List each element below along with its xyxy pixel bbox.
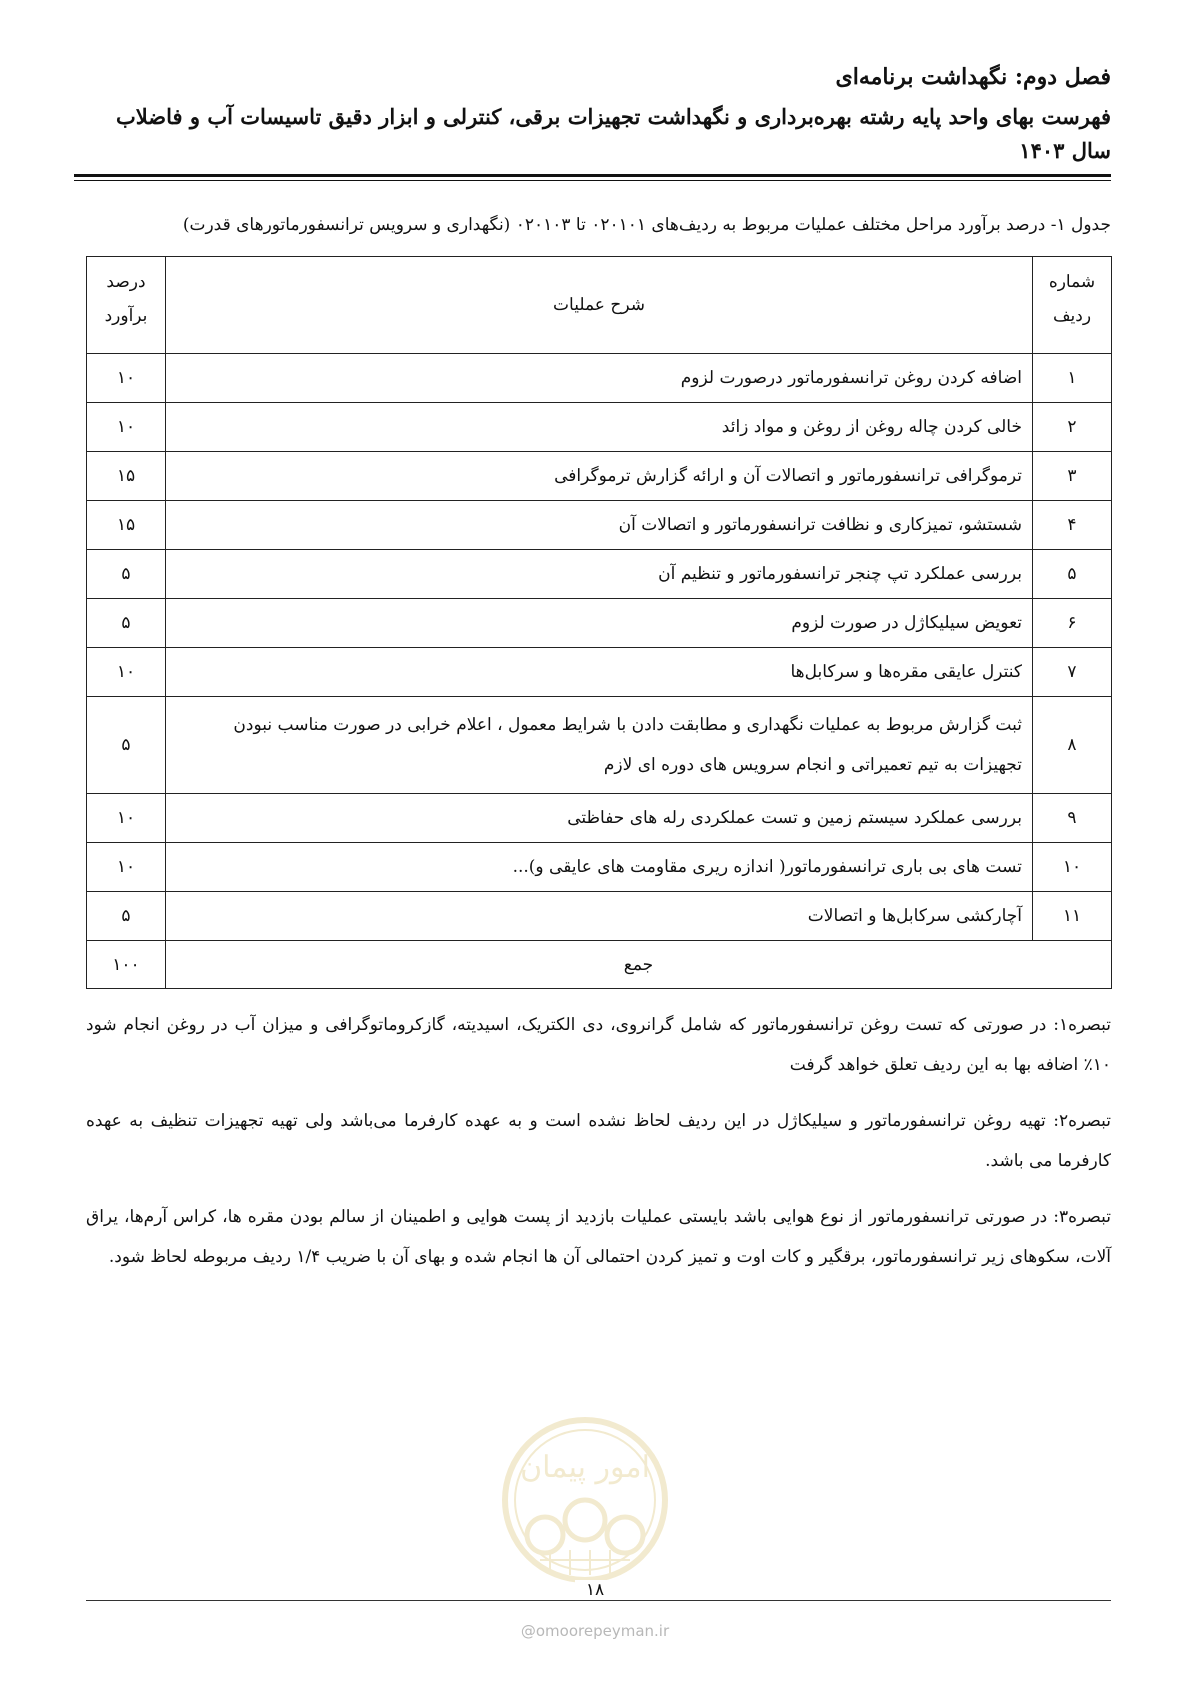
row-percent: ۱۵ xyxy=(87,501,166,550)
row-description: بررسی عملکرد تپ چنجر ترانسفورماتور و تنظیم آن xyxy=(166,550,1033,599)
row-number: ۱۱ xyxy=(1033,892,1112,941)
table-row xyxy=(87,794,1112,843)
row-percent: ۵ xyxy=(87,550,166,599)
row-percent: ۱۰ xyxy=(87,843,166,892)
table-total-row xyxy=(87,941,1112,989)
table-row xyxy=(87,599,1112,648)
table-row xyxy=(87,501,1112,550)
row-number: ۱۰ xyxy=(1033,843,1112,892)
table-header-row xyxy=(87,257,1112,354)
total-value: ۱۰۰ xyxy=(87,941,166,989)
watermark-logo xyxy=(500,1415,670,1585)
note-2: تبصره۲: تهیه روغن ترانسفورماتور و سیلیکاژل در این ردیف لحاظ نشده است و به عهده کارفرما می‌باشد ولی تهیه تجهیزات تنظیف به عهده کارفرما می باشد. xyxy=(86,1111,1112,1171)
operations-table xyxy=(86,256,1112,989)
table-row xyxy=(87,843,1112,892)
row-percent: ۵ xyxy=(87,697,166,794)
chapter-title: فصل دوم: نگهداشت برنامه‌ای xyxy=(835,64,1111,90)
row-number: ۶ xyxy=(1033,599,1112,648)
row-description: آچارکشی سرکابل‌ها و اتصالات xyxy=(166,892,1033,941)
table-row xyxy=(87,648,1112,697)
table-row xyxy=(87,892,1112,941)
percent-header: درصد برآورد xyxy=(87,257,166,354)
description-header: شرح عملیات xyxy=(166,257,1033,354)
note-3: تبصره۳: در صورتی ترانسفورماتور از نوع هوایی باشد بایستی عملیات بازدید از پست هوایی و اطمینان از سالم بودن مقره ها، کراس آرم‌ها، یراق آلات، سکوهای زیر ترانسفورماتور، برقگیر و کات اوت و تمیز کردن احتمالی آن ها انجام شده و بهای آن با ضریب ۱/۴ ردیف مربوطه لحاظ شود. xyxy=(86,1207,1111,1267)
page-number: ۱۸ xyxy=(575,1580,615,1600)
row-percent: ۱۰ xyxy=(87,794,166,843)
header-rule-thick xyxy=(74,174,1111,177)
row-number-header: شماره ردیف xyxy=(1033,257,1112,354)
row-number: ۷ xyxy=(1033,648,1112,697)
row-percent: ۱۵ xyxy=(87,452,166,501)
notes-section xyxy=(86,1005,1111,1293)
row-description: ثبت گزارش مربوط به عملیات نگهداری و مطابقت دادن با شرایط معمول ، اعلام خرابی در صورت مناسب نبودن تجهیزات به تیم تعمیراتی و انجام سرویس های دوره ای لازم xyxy=(166,697,1033,794)
row-number: ۸ xyxy=(1033,697,1112,794)
table-row xyxy=(87,697,1112,794)
header-rule-thin xyxy=(74,180,1111,181)
row-number: ۴ xyxy=(1033,501,1112,550)
site-watermark: @omoorepeyman.ir xyxy=(520,1622,670,1640)
row-description: ترموگرافی ترانسفورماتور و اتصالات آن و ارائه گزارش ترموگرافی xyxy=(166,452,1033,501)
table-row xyxy=(87,403,1112,452)
row-number: ۵ xyxy=(1033,550,1112,599)
total-label: جمع xyxy=(166,941,1112,989)
row-percent: ۵ xyxy=(87,599,166,648)
row-percent: ۱۰ xyxy=(87,354,166,403)
footer-rule xyxy=(86,1600,1111,1601)
row-percent: ۱۰ xyxy=(87,648,166,697)
row-percent: ۱۰ xyxy=(87,403,166,452)
row-number: ۳ xyxy=(1033,452,1112,501)
table-caption: جدول ۱- درصد برآورد مراحل مختلف عملیات مربوط به ردیف‌های ۰۲۰۱۰۱ تا ۰۲۰۱۰۳ (نگهداری و سرویس ترانسفورماتورهای قدرت) xyxy=(182,215,1111,235)
row-description: بررسی عملکرد سیستم زمین و تست عملکردی رله های حفاظتی xyxy=(166,794,1033,843)
row-percent: ۵ xyxy=(87,892,166,941)
watermark-text: امور پیمان xyxy=(520,1450,650,1485)
table-row xyxy=(87,354,1112,403)
row-number: ۲ xyxy=(1033,403,1112,452)
row-description: اضافه کردن روغن ترانسفورماتور درصورت لزوم xyxy=(166,354,1033,403)
table-row xyxy=(87,550,1112,599)
row-description: تعویض سیلیکاژل در صورت لزوم xyxy=(166,599,1033,648)
row-description: تست های بی باری ترانسفورماتور( اندازه ریری مقاومت های عایقی و)... xyxy=(166,843,1033,892)
row-number: ۱ xyxy=(1033,354,1112,403)
row-description: خالی کردن چاله روغن از روغن و مواد زائد xyxy=(166,403,1033,452)
page-header xyxy=(74,60,1111,168)
row-number: ۹ xyxy=(1033,794,1112,843)
table-row xyxy=(87,452,1112,501)
row-description: شستشو، تمیزکاری و نظافت ترانسفورماتور و اتصالات آن xyxy=(166,501,1033,550)
note-1: تبصره۱: در صورتی که تست روغن ترانسفورماتور که شامل گرانروی، دی الکتریک، اسیدیته، گازکروماتوگرافی و میزان آب در روغن انجام شود ۱۰٪ اضافه بها به این ردیف تعلق خواهد گرفت xyxy=(86,1015,1111,1075)
row-description: کنترل عایقی مقره‌ها و سرکابل‌ها xyxy=(166,648,1033,697)
gear-icon xyxy=(527,1500,643,1553)
document-title: فهرست بهای واحد پایه رشته بهره‌برداری و نگهداشت تجهیزات برقی، کنترلی و ابزار دقیق تاسیسات آب و فاضلاب سال ۱۴۰۳ xyxy=(115,104,1111,163)
